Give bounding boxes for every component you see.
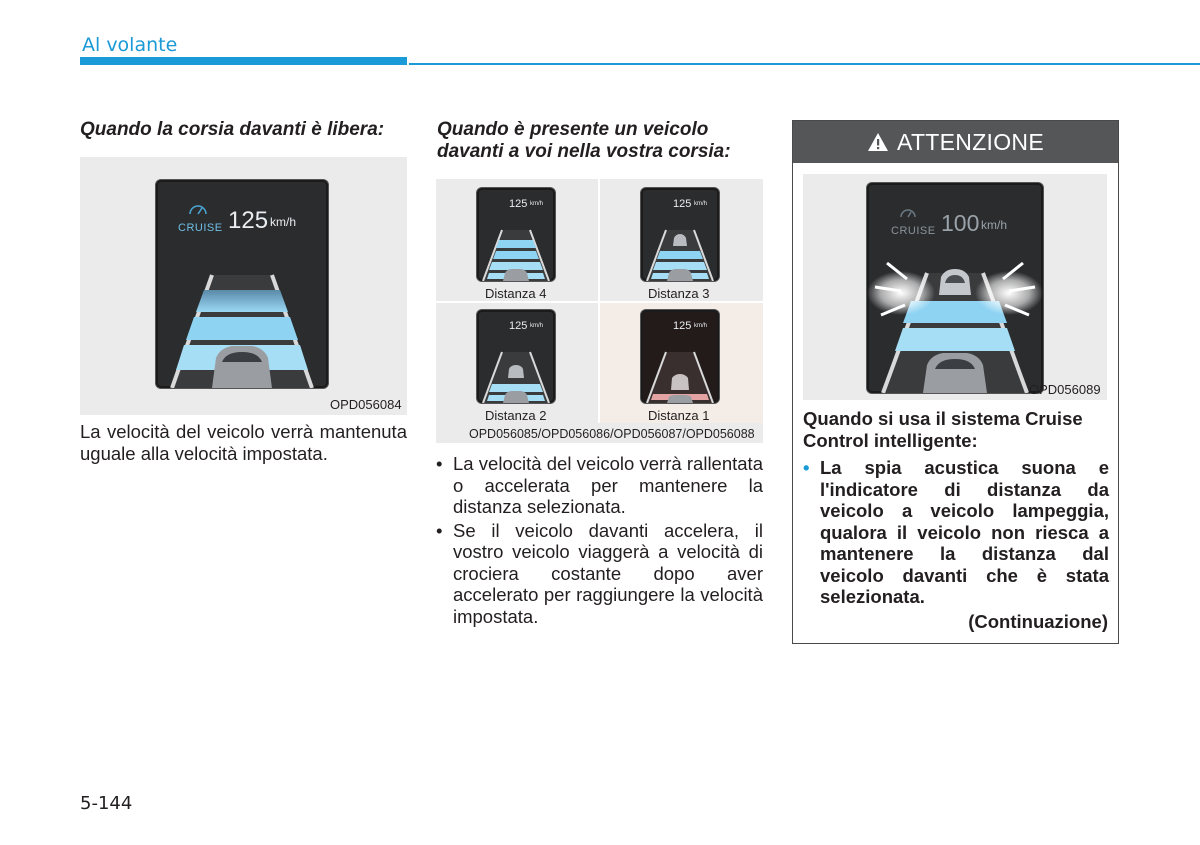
speed-unit-distance-3: km/h: [694, 201, 708, 207]
continued-label: (Continuazione): [968, 611, 1108, 632]
bullet-item: • Se il veicolo davanti accelera, il vostro veicolo viaggerà a velocità di crociera costante dopo aver accelerato per raggiungere la velocità impostata.: [436, 520, 763, 628]
warning-figure-code: OPD056089: [1029, 382, 1101, 397]
speed-value-distance-1: 125: [673, 320, 692, 332]
cluster-screen-distance-4: [477, 188, 555, 281]
distance-4-label: Distanza 4: [485, 286, 547, 301]
header-rule-thin: [409, 63, 1200, 65]
speed-unit-distance-4: km/h: [530, 201, 544, 207]
distance-2-label: Distanza 2: [485, 408, 547, 423]
warning-figure: [803, 174, 1107, 400]
cruise-label-left: CRUISE: [178, 222, 223, 234]
speed-value-warning: 100: [941, 210, 980, 236]
warning-box: [792, 120, 1119, 644]
middle-subhead-line1: Quando è presente un veicolo: [437, 119, 709, 140]
header-rule-thick: [80, 57, 407, 65]
distance-3-label: Distanza 3: [648, 286, 710, 301]
speed-unit-left: km/h: [270, 215, 297, 229]
speed-unit-warning: km/h: [981, 218, 1008, 232]
bullet-item: • La velocità del veicolo verrà rallentata o accelerata per mantenere la distanza selezionata.: [436, 453, 763, 518]
cluster-screen-left: [156, 180, 328, 388]
section-title: Al volante: [82, 34, 178, 56]
cluster-screen-distance-1: [641, 310, 719, 403]
distance-1-label: Distanza 1: [648, 408, 710, 423]
middle-subhead-line2: davanti a voi nella vostra corsia:: [437, 141, 731, 162]
warning-lead: Quando si usa il sistema Cruise Control intelligente:: [803, 408, 1083, 451]
cluster-screen-distance-3: [641, 188, 719, 281]
distance-figure-code: OPD056085/OPD056086/OPD056087/OPD056088: [469, 427, 755, 441]
speed-value-left: 125: [228, 207, 269, 234]
middle-bullets: [436, 453, 763, 629]
cruise-label-warning: CRUISE: [891, 225, 936, 237]
left-subhead: Quando la corsia davanti è libera:: [80, 119, 385, 140]
left-body-text: La velocità del veicolo verrà mantenuta uguale alla velocità impostata.: [80, 421, 407, 464]
warning-bullet-list: [803, 457, 1109, 608]
distance-figure: [436, 179, 763, 443]
speed-value-distance-3: 125: [673, 198, 692, 210]
warning-header: [793, 121, 1118, 163]
cluster-screen-distance-2: [477, 310, 555, 403]
warning-title: ATTENZIONE: [897, 128, 1044, 155]
cluster-screen-warning: [867, 183, 1043, 393]
left-figure-code: OPD056084: [330, 397, 402, 412]
speed-unit-distance-1: km/h: [694, 323, 708, 329]
page-number: 5-144: [80, 793, 133, 814]
speed-value-distance-2: 125: [509, 320, 528, 332]
left-figure: [80, 157, 407, 415]
speed-unit-distance-2: km/h: [530, 323, 544, 329]
speed-value-distance-4: 125: [509, 198, 528, 210]
warning-bullet-item: • La spia acustica suona e l'indicatore di distanza da veicolo a veicolo lampeggia, qualora il veicolo non riesca a mantenere la distanza dal veicolo davanti che è stata selezionata.: [803, 457, 1109, 608]
warning-triangle-icon: [867, 132, 889, 152]
